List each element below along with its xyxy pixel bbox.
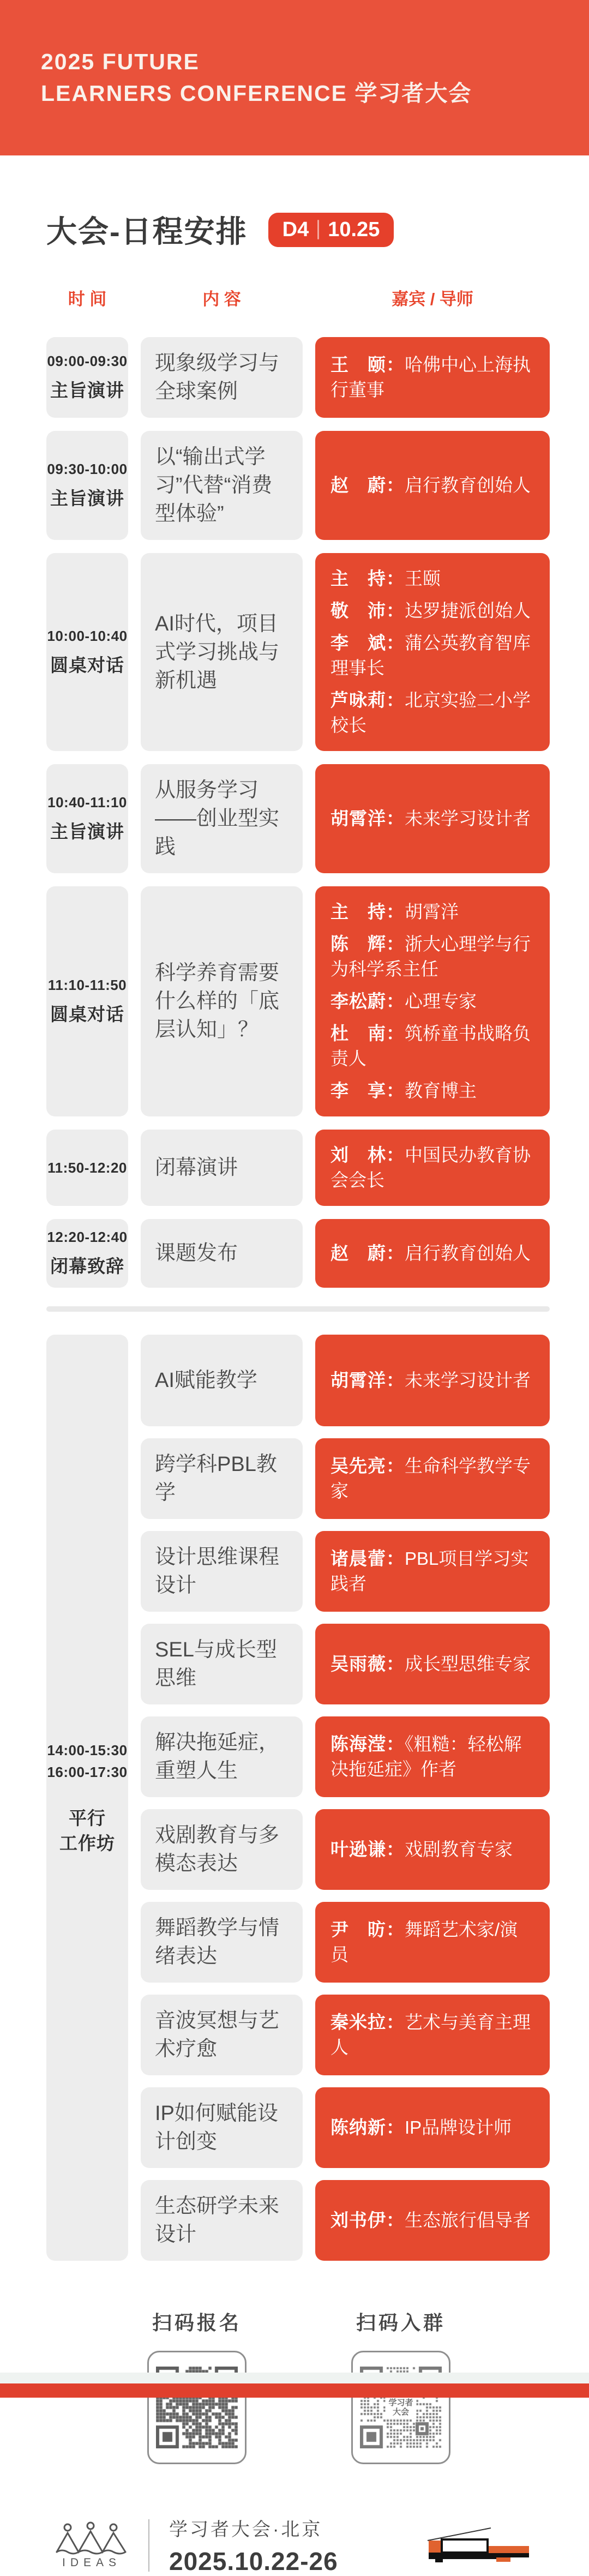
time-cell: [46, 1130, 128, 1206]
session-type: 圆桌对话: [50, 1004, 124, 1024]
column-header-content: 内 容: [202, 290, 241, 309]
content-cell: SEL与成长型思维: [141, 1624, 303, 1704]
guest-cell: [315, 886, 550, 1116]
guest-name: 敬 沛：: [330, 601, 405, 621]
guest-entry: [330, 806, 534, 831]
guest-cell: [315, 1716, 550, 1797]
guest-name: 李 享：: [330, 1080, 405, 1101]
guest-title: 未来学习设计者: [405, 808, 531, 828]
guest-cell: [315, 1219, 550, 1288]
schedule-row: [141, 2087, 550, 2168]
guest-title: 北京实验二小学校长: [330, 690, 531, 735]
guest-title: 浙大心理学与行为科学系主任: [330, 934, 531, 979]
guest-name: 陈纳新：: [330, 2117, 405, 2137]
morning-schedule-table: [46, 337, 550, 1288]
badge-divider: [317, 220, 319, 239]
guest-name: 吴雨薇：: [330, 1654, 405, 1674]
content-cell: 课题发布: [141, 1219, 303, 1288]
afternoon-schedule-table: [46, 1335, 550, 2261]
time-cell: [46, 764, 128, 873]
guest-entry: [330, 1143, 534, 1193]
content-cell: 生态研学未来设计: [141, 2180, 303, 2261]
workshop-type-1: 平行: [69, 1808, 106, 1828]
header-line1: 2025 FUTURE: [41, 49, 200, 74]
content-cell: IP如何赋能设计创变: [141, 2087, 303, 2168]
guest-entry: [330, 2115, 534, 2140]
page-title: 大会-日程安排: [46, 214, 248, 249]
guest-title: 达罗捷派创始人: [405, 601, 531, 621]
content-cell: 科学养育需要什么样的「底层认知」？: [141, 886, 303, 1116]
guest-entry: [330, 2208, 534, 2233]
qr-register-frame: [147, 2351, 247, 2464]
time-range: 10:40-11:10: [47, 794, 127, 810]
workshop-time-2: 16:00-17:30: [47, 1764, 128, 1780]
guest-title: 生命科学教学专家: [330, 1456, 531, 1501]
session-type: 闭幕致辞: [50, 1256, 124, 1276]
content-cell: 以“输出式学习”代替“消费型体验”: [141, 431, 303, 540]
session-type: 主旨演讲: [50, 380, 124, 400]
schedule-row: [141, 1335, 550, 1426]
time-range: 11:10-11:50: [47, 977, 127, 993]
guest-name: 胡霄洋：: [330, 1370, 405, 1390]
time-range: 09:00-09:30: [47, 353, 128, 369]
guest-name: 王 颐：: [330, 355, 405, 375]
workshop-type-2: 工作坊: [59, 1833, 115, 1853]
guest-name: 吴先亮：: [330, 1456, 405, 1476]
time-cell: [46, 337, 128, 418]
guest-cell: [315, 2180, 550, 2261]
schedule-row: [46, 886, 550, 1116]
guest-entry: [330, 1021, 534, 1071]
guest-entry: [330, 1241, 534, 1266]
guest-cell: [315, 1624, 550, 1704]
schedule-row: [46, 1219, 550, 1288]
guest-title: 筑桥童书战略负责人: [330, 1023, 531, 1068]
guest-entry: [330, 688, 534, 738]
time-cell: [46, 553, 128, 751]
guest-entry: [330, 1652, 534, 1677]
schedule-row: [141, 1995, 550, 2075]
guest-entry: [330, 631, 534, 681]
bottom-red-strip: [0, 2383, 589, 2398]
guest-name: 诸晨蕾：: [330, 1548, 405, 1569]
guest-name: 尹 昉：: [330, 1919, 405, 1939]
guest-cell: [315, 1438, 550, 1519]
guest-title: 未来学习设计者: [405, 1370, 531, 1390]
content-cell: 戏剧教育与多模态表达: [141, 1809, 303, 1890]
guest-cell: [315, 1809, 550, 1890]
session-type: 主旨演讲: [50, 488, 124, 508]
header-line2: LEARNERS CONFERENCE 学习者大会: [41, 81, 472, 106]
guest-entry: [330, 899, 534, 924]
guest-cell: [315, 1995, 550, 2075]
guest-entry: [330, 932, 534, 982]
schedule-row: [141, 1809, 550, 1890]
qr-group-label: 扫码入群: [356, 2311, 446, 2334]
column-headers: [46, 285, 550, 310]
time-cell: [46, 431, 128, 540]
guest-title: 中国民办教育协会会长: [330, 1145, 531, 1190]
guest-name: 胡霄洋：: [330, 808, 405, 828]
guest-entry: [330, 1078, 534, 1103]
footer-event-date: 2025.10.22-26: [169, 2547, 338, 2575]
ideas-brand-text: IDEAS: [62, 2556, 122, 2569]
schedule-row: [141, 1624, 550, 1704]
guest-name: 赵 蔚：: [330, 475, 405, 495]
guest-title: 启行教育创始人: [405, 475, 531, 495]
content-cell: 现象级学习与全球案例: [141, 337, 303, 418]
column-header-time: 时 间: [68, 290, 107, 309]
content-cell: 舞蹈教学与情绪表达: [141, 1902, 303, 1983]
schedule-row: [46, 1130, 550, 1206]
time-range: 11:50-12:20: [47, 1159, 127, 1176]
guest-cell: [315, 2087, 550, 2168]
guest-title: 成长型思维专家: [405, 1654, 531, 1674]
content-cell: 从服务学习——创业型实践: [141, 764, 303, 873]
schedule-row: [46, 337, 550, 418]
guest-cell: [315, 1902, 550, 1983]
schedule-row: [46, 431, 550, 540]
guest-title: 舞蹈艺术家/演员: [330, 1919, 518, 1965]
guest-entry: [330, 1837, 534, 1862]
guest-title: 艺术与美育主理人: [330, 2012, 531, 2057]
ideas-logo: [55, 2521, 129, 2569]
abstract-mark-icon: [424, 2524, 533, 2566]
workshop-time-1: 14:00-15:30: [47, 1742, 128, 1758]
guest-name: 芦咏莉：: [330, 690, 405, 710]
time-range: 12:20-12:40: [47, 1229, 128, 1245]
footer-event-name: 学习者大会·北京: [169, 2519, 323, 2540]
schedule-row: [46, 764, 550, 873]
bottom-light-band: [0, 2373, 589, 2383]
day-date-badge: [268, 213, 394, 247]
guest-title: IP品牌设计师: [405, 2117, 512, 2137]
schedule-row: [141, 2180, 550, 2261]
guest-title: 戏剧教育专家: [405, 1839, 513, 1859]
guest-entry: [330, 473, 534, 498]
guest-name: 叶逊谦：: [330, 1839, 405, 1859]
guest-name: 李 斌：: [330, 633, 405, 653]
schedule-row: [141, 1716, 550, 1797]
schedule-row: [141, 1902, 550, 1983]
qr-group-frame: [351, 2351, 450, 2464]
time-cell: [46, 1219, 128, 1288]
poster-header: [0, 0, 589, 155]
guest-name: 赵 蔚：: [330, 1243, 405, 1263]
guest-entry: [330, 1732, 534, 1782]
time-range: 10:00-10:40: [47, 627, 128, 644]
content-cell: 闭幕演讲: [141, 1130, 303, 1206]
workshop-rows: [141, 1335, 550, 2261]
schedule-row: [141, 1531, 550, 1612]
footer-text: [169, 2514, 338, 2576]
guest-title: 蒲公英教育智库理事长: [330, 633, 531, 678]
guest-name: 秦米拉：: [330, 2012, 405, 2032]
guest-name: 杜 南：: [330, 1023, 405, 1043]
content-cell: 设计思维课程设计: [141, 1531, 303, 1612]
guest-entry: [330, 2010, 534, 2060]
guest-entry: [330, 1454, 534, 1504]
title-row: [46, 208, 589, 251]
guest-title: 《粗糙：轻松解决拖延症》作者: [330, 1734, 522, 1779]
guest-entry: [330, 1917, 534, 1967]
guest-name: 刘书伊：: [330, 2210, 405, 2230]
ideas-figures-icon: [55, 2521, 129, 2555]
guest-name: 主 持：: [330, 568, 405, 589]
content-cell: 跨学科PBL教学: [141, 1438, 303, 1519]
guest-title: 王颐: [405, 568, 441, 589]
guest-title: 生态旅行倡导者: [405, 2210, 531, 2230]
workshop-time-cell: [46, 1335, 128, 2261]
time-cell: [46, 886, 128, 1116]
guest-entry: [330, 566, 534, 591]
time-range: 09:30-10:00: [47, 461, 128, 477]
guest-cell: [315, 431, 550, 540]
guest-cell: [315, 1335, 550, 1426]
qr-group-center-label: 学习者 大会: [385, 2397, 416, 2418]
guest-title: 心理专家: [405, 991, 477, 1011]
guest-title: PBL项目学习实践者: [330, 1548, 529, 1594]
qr-register-label: 扫码报名: [152, 2311, 242, 2334]
guest-cell: [315, 337, 550, 418]
guest-entry: [330, 989, 534, 1014]
guest-cell: [315, 1130, 550, 1206]
guest-cell: [315, 764, 550, 873]
guest-entry: [330, 352, 534, 403]
guest-entry: [330, 598, 534, 623]
poster-footer: [55, 2514, 550, 2576]
guest-name: 陈海滢：: [330, 1734, 405, 1754]
section-divider: [46, 1306, 550, 1312]
content-cell: 音波冥想与艺术疗愈: [141, 1995, 303, 2075]
footer-divider: [148, 2519, 149, 2572]
guest-name: 刘 林：: [330, 1145, 405, 1165]
badge-day: D4: [282, 218, 309, 241]
guest-cell: [315, 553, 550, 751]
schedule-row: [141, 1438, 550, 1519]
guest-title: 哈佛中心上海执行董事: [330, 355, 531, 400]
guest-name: 主 持：: [330, 902, 405, 922]
guest-name: 陈 辉：: [330, 934, 405, 954]
guest-cell: [315, 1531, 550, 1612]
guest-title: 教育博主: [405, 1080, 477, 1101]
column-header-guests: 嘉宾 / 导师: [392, 290, 473, 309]
content-cell: 解决拖延症，重塑人生: [141, 1716, 303, 1797]
guest-entry: [330, 1368, 534, 1393]
session-type: 圆桌对话: [50, 654, 124, 675]
guest-title: 胡霄洋: [405, 902, 459, 922]
content-cell: AI时代，项目式学习挑战与新机遇: [141, 553, 303, 751]
schedule-row: [46, 553, 550, 751]
guest-entry: [330, 1546, 534, 1596]
guest-title: 启行教育创始人: [405, 1243, 531, 1263]
badge-date: 10.25: [328, 218, 380, 241]
session-type: 主旨演讲: [50, 821, 124, 842]
content-cell: AI赋能教学: [141, 1335, 303, 1426]
guest-name: 李松蔚：: [330, 991, 405, 1011]
